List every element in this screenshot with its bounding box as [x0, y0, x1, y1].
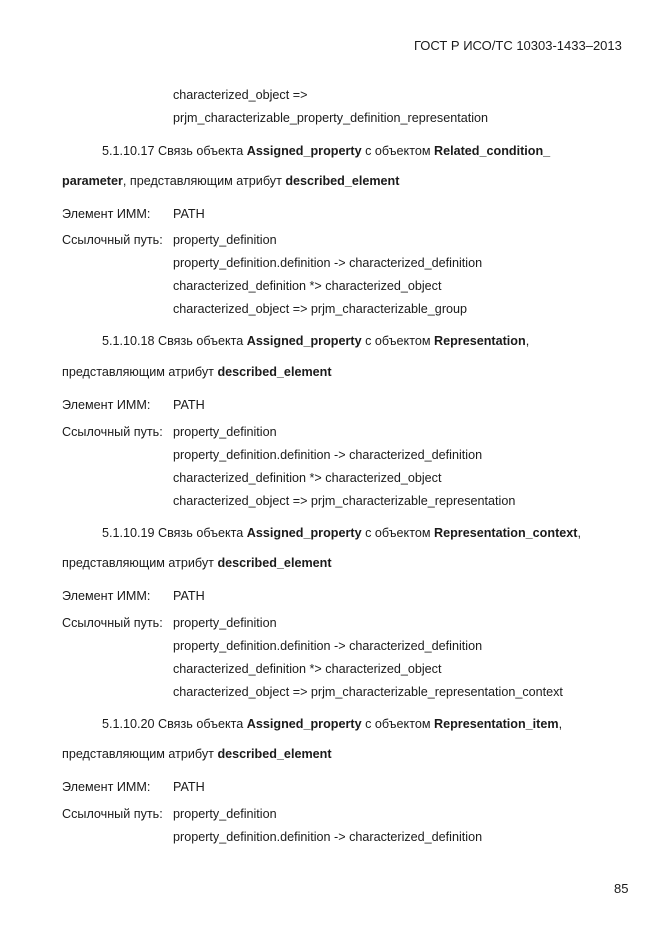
target-object: Related_condition_ [434, 144, 551, 158]
ref-path-label: Ссылочный путь: [62, 425, 163, 439]
s-obj-text: с объектом [365, 334, 431, 348]
imm-label: Элемент ИММ: [62, 780, 151, 794]
target-object: Representation_item [434, 717, 559, 731]
ref-path-line: characterized_object => prjm_characterizable_representation [173, 494, 516, 508]
section-number: 5.1.10.18 [102, 334, 155, 348]
imm-label: Элемент ИММ: [62, 207, 151, 221]
attribute-name: described_element [217, 747, 332, 761]
section-5-1-10-20-heading [102, 716, 562, 732]
ref-path-line: characterized_definition *> characterized_object [173, 662, 442, 676]
comma: , [558, 717, 563, 731]
imm-value: PATH [173, 589, 205, 603]
section-number: 5.1.10.19 [102, 526, 155, 540]
source-object: Assigned_property [246, 334, 362, 348]
comma: , [577, 526, 581, 540]
target-object: Representation [434, 334, 526, 348]
ref-path-line: characterized_object => prjm_characterizable_group [173, 302, 468, 316]
section-5-1-10-18-heading [102, 333, 529, 349]
svyaz-text: Связь объекта [158, 526, 244, 540]
section-5-1-10-19-heading-cont [62, 555, 332, 571]
imm-value: PATH [173, 207, 205, 221]
source-object: Assigned_property [246, 526, 362, 540]
source-object: Assigned_property [246, 717, 362, 731]
attr-phrase: представляющим атрибут [62, 747, 214, 761]
ref-path-line: property_definition.definition -> characterized_definition [173, 830, 483, 844]
attr-phrase: представляющим атрибут [62, 365, 214, 379]
section-5-1-10-18-heading-cont [62, 364, 332, 380]
target-object: Representation_context [434, 526, 578, 540]
ref-path-line: property_definition.definition -> characterized_definition [173, 256, 483, 270]
ref-path-line: property_definition [173, 425, 277, 439]
target-object-cont: parameter [62, 174, 123, 188]
comma: , [122, 174, 127, 188]
svyaz-text: Связь объекта [158, 334, 244, 348]
ref-path-line: property_definition [173, 616, 277, 630]
attr-phrase: представляющим атрибут [62, 556, 214, 570]
attribute-name: described_element [285, 174, 400, 188]
section-5-1-10-19-heading [102, 525, 581, 541]
ref-path-line: characterized_definition *> characterized_object [173, 471, 442, 485]
s-obj-text: с объектом [365, 717, 431, 731]
section-5-1-10-20-heading-cont [62, 746, 332, 762]
attribute-name: described_element [217, 556, 332, 570]
imm-value: PATH [173, 398, 205, 412]
attr-phrase: представляющим атрибут [129, 174, 282, 188]
svyaz-text: Связь объекта [158, 144, 244, 158]
imm-label: Элемент ИММ: [62, 398, 151, 412]
comma: , [525, 334, 530, 348]
section-5-1-10-17-heading [102, 143, 550, 159]
s-obj-text: с объектом [365, 526, 431, 540]
imm-value: PATH [173, 780, 205, 794]
ref-path-label: Ссылочный путь: [62, 616, 163, 630]
ref-path-line: characterized_object => prjm_characterizable_representation_context [173, 685, 563, 699]
section-number: 5.1.10.17 [102, 144, 155, 158]
ref-path-line: property_definition.definition -> characterized_definition [173, 639, 483, 653]
attribute-name: described_element [217, 365, 332, 379]
page-number: 85 [614, 881, 629, 896]
intro-line-2: prjm_characterizable_property_definition_representation [173, 111, 489, 125]
svyaz-text: Связь объекта [158, 717, 244, 731]
section-number: 5.1.10.20 [102, 717, 155, 731]
ref-path-label: Ссылочный путь: [62, 233, 163, 247]
ref-path-line: property_definition [173, 233, 277, 247]
s-obj-text: с объектом [365, 144, 431, 158]
ref-path-line: property_definition [173, 807, 277, 821]
ref-path-line: characterized_definition *> characterized_object [173, 279, 442, 293]
document-header: ГОСТ Р ИСО/ТС 10303-1433–2013 [414, 38, 622, 53]
section-5-1-10-17-heading-cont [62, 173, 399, 189]
source-object: Assigned_property [246, 144, 362, 158]
ref-path-line: property_definition.definition -> characterized_definition [173, 448, 483, 462]
imm-label: Элемент ИММ: [62, 589, 151, 603]
ref-path-label: Ссылочный путь: [62, 807, 163, 821]
intro-line-1: characterized_object => [173, 88, 308, 102]
